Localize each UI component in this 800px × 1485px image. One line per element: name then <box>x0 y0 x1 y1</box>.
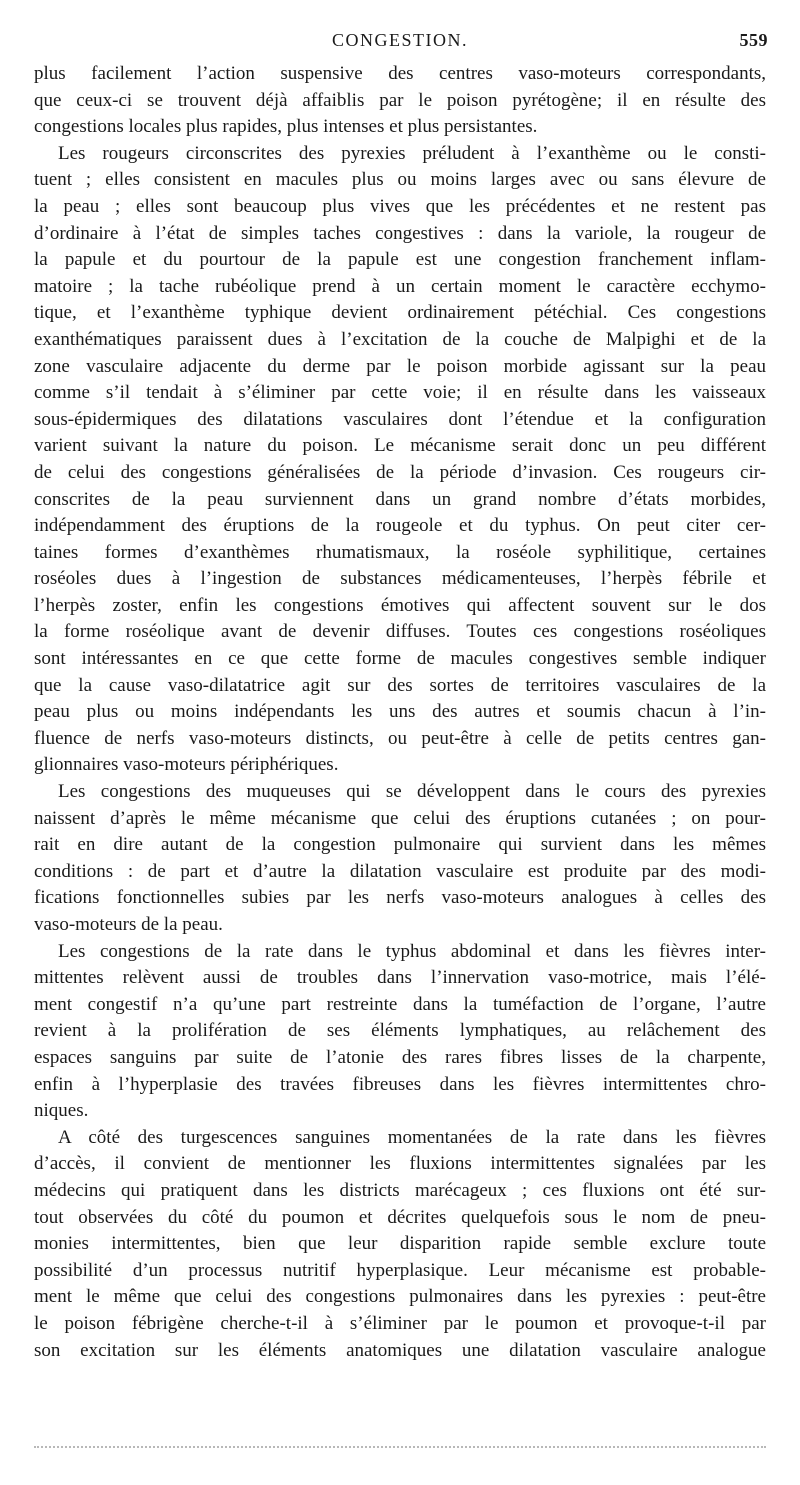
text-line: glionnaires vaso-moteurs périphériques. <box>34 754 339 776</box>
text-line: taines formes d’exanthèmes rhumatismaux, la roséole syphilitique, certaines <box>34 541 766 563</box>
text-line: tique, et l’exanthème typhique devient ordinairement pétéchial. Ces congestions <box>34 302 766 324</box>
text-line: mittentes relèvent aussi de troubles dans l’innervation vaso-motrice, mais l’élé- <box>34 967 766 989</box>
text-line: Les congestions de la rate dans le typhus abdominal et dans les fièvres inter- <box>58 940 766 962</box>
page-header <box>0 30 800 54</box>
text-line: congestions locales plus rapides, plus intenses et plus persistantes. <box>34 116 538 138</box>
text-line: varient suivant la nature du poison. Le mécanisme serait donc un peu différent <box>34 435 766 457</box>
text-line: niques. <box>34 1100 89 1122</box>
text-line: exanthématiques paraissent dues à l’excitation de la couche de Malpighi et de la <box>34 328 766 350</box>
text-line: peau plus ou moins indépendants les uns des autres et soumis chacun à l’in- <box>34 701 766 723</box>
text-line: possibilité d’un processus nutritif hyperplasique. Leur mécanisme est probable- <box>34 1259 766 1281</box>
text-line: Les rougeurs circonscrites des pyrexies préludent à l’exanthème ou le consti- <box>58 142 766 164</box>
text-line: espaces sanguins par suite de l’atonie des rares fibres lisses de la charpente, <box>34 1046 766 1068</box>
text-line: matoire ; la tache rubéolique prend à un certain moment le caractère ecchymo- <box>34 275 766 297</box>
text-line: d’ordinaire à l’état de simples taches congestives : dans la variole, la rougeur de <box>34 222 766 244</box>
text-line: A côté des turgescences sanguines momentanées de la rate dans les fièvres <box>58 1126 766 1148</box>
text-line: d’accès, il convient de mentionner les fluxions intermittentes signalées par les <box>34 1153 766 1175</box>
text-line: revient à la prolifération de ses éléments lymphatiques, au relâchement des <box>34 1020 766 1042</box>
text-line: tuent ; elles consistent en macules plus ou moins larges avec ou sans élevure de <box>34 169 766 191</box>
text-line: indépendamment des éruptions de la rougeole et du typhus. On peut citer cer- <box>34 515 766 537</box>
page-number: 559 <box>739 30 768 50</box>
body-text <box>34 61 766 1364</box>
text-line: fications fonctionnelles subies par les nerfs vaso-moteurs analogues à celles des <box>34 887 766 909</box>
text-line: Les congestions des muqueuses qui se développent dans le cours des pyrexies <box>58 781 766 803</box>
text-line: que la cause vaso-dilatatrice agit sur des sortes de territoires vasculaires de la <box>34 674 766 696</box>
text-line: comme s’il tendait à s’éliminer par cette voie; il en résulte dans les vaisseaux <box>34 382 766 404</box>
text-line: la papule et du pourtour de la papule est une congestion franchement inflam- <box>34 249 766 271</box>
text-line: médecins qui pratiquent dans les districts marécageux ; ces fluxions ont été sur- <box>34 1179 766 1201</box>
text-line: conditions : de part et d’autre la dilatation vasculaire est produite par des modi- <box>34 860 766 882</box>
text-line: l’herpès zoster, enfin les congestions émotives qui affectent souvent sur le dos <box>34 594 766 616</box>
text-line: le poison fébrigène cherche-t-il à s’éliminer par le poumon et provoque-t-il par <box>34 1312 766 1334</box>
text-line: vaso-moteurs de la peau. <box>34 914 223 935</box>
running-title: CONGESTION. <box>332 30 468 50</box>
text-line: que ceux-ci se trouvent déjà affaiblis par le poison pyrétogène; il en résulte des <box>34 89 766 111</box>
text-line: rait en dire autant de la congestion pulmonaire qui survient dans les mêmes <box>34 834 766 856</box>
text-line: ment le même que celui des congestions pulmonaires dans les pyrexies : peut-être <box>34 1286 766 1308</box>
text-line: enfin à l’hyperplasie des travées fibreuses dans les fièvres intermittentes chro- <box>34 1073 766 1095</box>
text-line: son excitation sur les éléments anatomiques une dilatation vasculaire analogue <box>34 1339 766 1361</box>
text-line: fluence de nerfs vaso-moteurs distincts, ou peut-être à celle de petits centres gan- <box>34 727 766 749</box>
text-line: sous-épidermiques des dilatations vasculaires dont l’étendue et la configuration <box>34 408 766 430</box>
text-line: plus facilement l’action suspensive des centres vaso-moteurs correspondants, <box>34 63 766 84</box>
text-line: zone vasculaire adjacente du derme par le poison morbide agissant sur la peau <box>34 355 766 377</box>
text-line: roséoles dues à l’ingestion de substances médicamenteuses, l’herpès fébrile et <box>34 568 766 590</box>
text-line: naissent d’après le même mécanisme que celui des éruptions cutanées ; on pour- <box>34 807 766 829</box>
footer-rule <box>34 1446 766 1448</box>
text-line: ment congestif n’a qu’une part restreinte dans la tuméfaction de l’organe, l’autre <box>34 993 766 1015</box>
text-line: tout observées du côté du poumon et décrites quelquefois sous le nom de pneu- <box>34 1206 766 1228</box>
text-line: de celui des congestions généralisées de la période d’invasion. Ces rougeurs cir- <box>34 461 766 483</box>
text-line: la peau ; elles sont beaucoup plus vives que les précédentes et ne restent pas <box>34 195 766 217</box>
text-line: conscrites de la peau surviennent dans un grand nombre d’états morbides, <box>34 488 766 510</box>
text-line: monies intermittentes, bien que leur disparition rapide semble exclure toute <box>34 1233 766 1255</box>
text-line: la forme roséolique avant de devenir diffuses. Toutes ces congestions roséoliques <box>34 621 766 643</box>
text-line: sont intéressantes en ce que cette forme de macules congestives semble indiquer <box>34 648 766 670</box>
